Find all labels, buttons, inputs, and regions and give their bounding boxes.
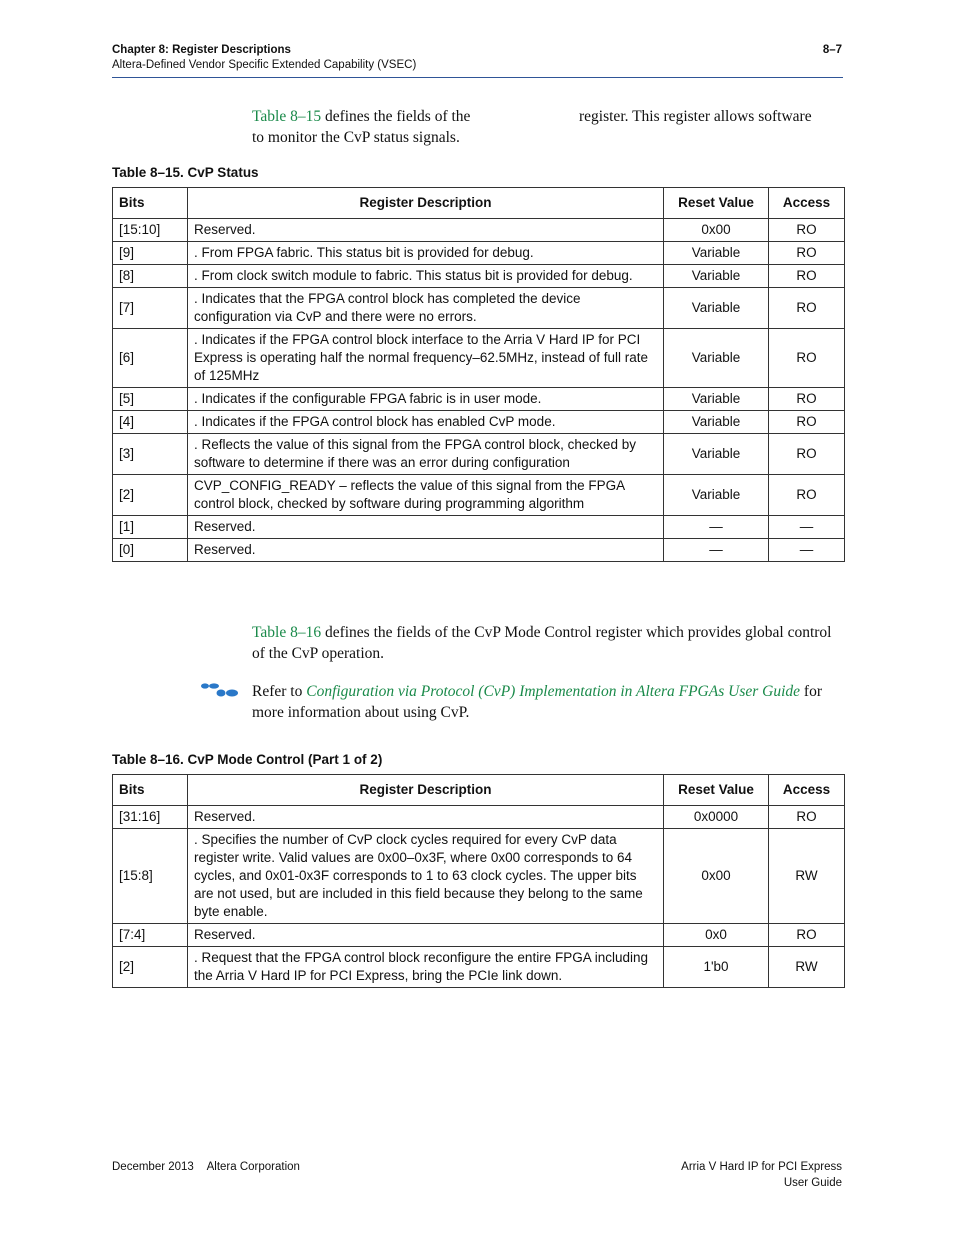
- intro-text-c: to monitor the CvP status signals.: [252, 129, 460, 146]
- note-prefix: Refer to: [252, 683, 307, 700]
- cell-reset-value: Variable: [664, 265, 769, 288]
- cvp-mode-control-table: [112, 774, 845, 988]
- header-bits: Bits: [113, 775, 188, 806]
- cell-access: RO: [769, 219, 845, 242]
- cell-access: RO: [769, 475, 845, 516]
- footer-right: [681, 1159, 842, 1191]
- cell-bits: [15:10]: [113, 219, 188, 242]
- cell-description: . Indicates if the configurable FPGA fabric is in user mode.: [188, 388, 664, 411]
- cell-description: . Request that the FPGA control block reconfigure the entire FPGA including the Arria V Hard IP for PCI Express, bring the PCIe link down.: [188, 947, 664, 988]
- cell-bits: [9]: [113, 242, 188, 265]
- cell-reset-value: Variable: [664, 242, 769, 265]
- note-suffix-b: more information about using CvP.: [252, 704, 470, 721]
- table-row: [113, 388, 845, 411]
- table-row: [113, 806, 845, 829]
- cell-reset-value: Variable: [664, 388, 769, 411]
- chapter-title: Chapter 8: Register Descriptions: [112, 44, 291, 56]
- cvp-status-table: [112, 187, 845, 562]
- table-8-15-link[interactable]: Table 8–15: [252, 108, 322, 125]
- cell-bits: [5]: [113, 388, 188, 411]
- cell-access: RW: [769, 829, 845, 924]
- cell-description: . Indicates if the FPGA control block has enabled CvP mode.: [188, 411, 664, 434]
- cell-bits: [2]: [113, 947, 188, 988]
- cell-description: Reserved.: [188, 806, 664, 829]
- table-row: [113, 329, 845, 388]
- header-reset-value: Reset Value: [664, 188, 769, 219]
- intro-paragraph-1: [252, 106, 492, 127]
- cell-description: CVP_CONFIG_READY – reflects the value of this signal from the FPGA control block, checked by software during programming algorithm: [188, 475, 664, 516]
- cell-bits: [2]: [113, 475, 188, 516]
- hand-pointer-icon: [200, 682, 240, 698]
- page-number: 8–7: [822, 44, 842, 56]
- cell-bits: [4]: [113, 411, 188, 434]
- cell-reset-value: Variable: [664, 288, 769, 329]
- table-row: [113, 288, 845, 329]
- table-row: [113, 219, 845, 242]
- header-reset-value: Reset Value: [664, 775, 769, 806]
- cell-reset-value: Variable: [664, 434, 769, 475]
- table-row: [113, 475, 845, 516]
- table-row: [113, 539, 845, 562]
- footer-doc-type: User Guide: [783, 1177, 842, 1189]
- table-header-row: [113, 775, 845, 806]
- cell-bits: [15:8]: [113, 829, 188, 924]
- table-header-row: [113, 188, 845, 219]
- header-access: Access: [769, 775, 845, 806]
- cell-access: RO: [769, 242, 845, 265]
- footer-doc-title: Arria V Hard IP for PCI Express: [681, 1161, 842, 1173]
- cell-reset-value: —: [664, 516, 769, 539]
- cell-bits: [8]: [113, 265, 188, 288]
- header-access: Access: [769, 188, 845, 219]
- cell-access: RO: [769, 806, 845, 829]
- cell-description: Reserved.: [188, 924, 664, 947]
- cell-access: RO: [769, 265, 845, 288]
- table-row: [113, 924, 845, 947]
- cell-access: RW: [769, 947, 845, 988]
- cell-reset-value: 0x0: [664, 924, 769, 947]
- cell-access: —: [769, 539, 845, 562]
- cell-description: . Specifies the number of CvP clock cycles required for every CvP data register write. Valid values are 0x00–0x3F, where 0x00 corresponds to 64 cycles, and 0x01-0x3F corresponds to 1 to 63 clock cycles. The upper bits are not used, but are included in this field because they belong to the same byte enable.: [188, 829, 664, 924]
- intro-text-a: defines the fields of the: [321, 108, 471, 125]
- table-8-16-link[interactable]: Table 8–16: [252, 624, 322, 641]
- cell-access: RO: [769, 924, 845, 947]
- header-register-description: Register Description: [188, 188, 664, 219]
- section-title: Altera-Defined Vendor Specific Extended Capability (VSEC): [112, 59, 417, 71]
- cell-access: RO: [769, 434, 845, 475]
- header-bits: Bits: [113, 188, 188, 219]
- table-row: [113, 947, 845, 988]
- cell-bits: [31:16]: [113, 806, 188, 829]
- cell-bits: [1]: [113, 516, 188, 539]
- header-rule: [112, 77, 843, 78]
- table-row: [113, 411, 845, 434]
- table-row: [113, 242, 845, 265]
- cell-access: RO: [769, 329, 845, 388]
- table-caption-cvp-mode-control: Table 8–16. CvP Mode Control (Part 1 of 2): [112, 752, 383, 767]
- cell-description: . Indicates if the FPGA control block interface to the Arria V Hard IP for PCI Express is operating half the normal frequency–62.5MHz, instead of full rate of 125MHz: [188, 329, 664, 388]
- cell-description: Reserved.: [188, 219, 664, 242]
- cell-access: RO: [769, 411, 845, 434]
- cell-access: RO: [769, 388, 845, 411]
- table-row: [113, 434, 845, 475]
- cell-description: . From clock switch module to fabric. This status bit is provided for debug.: [188, 265, 664, 288]
- cell-reset-value: Variable: [664, 411, 769, 434]
- cell-bits: [3]: [113, 434, 188, 475]
- cell-reset-value: 1'b0: [664, 947, 769, 988]
- cell-bits: [0]: [113, 539, 188, 562]
- cell-reset-value: 0x00: [664, 829, 769, 924]
- intro-paragraph-2: [252, 622, 842, 664]
- cell-reset-value: Variable: [664, 329, 769, 388]
- footer-company: Altera Corporation: [206, 1161, 300, 1173]
- footer-left: [112, 1159, 300, 1175]
- cell-bits: [7:4]: [113, 924, 188, 947]
- table-row: [113, 516, 845, 539]
- cell-description: . Reflects the value of this signal from the FPGA control block, checked by software to determine if there was an error during configuration: [188, 434, 664, 475]
- note-suffix-a: for: [800, 683, 822, 700]
- cell-reset-value: 0x0000: [664, 806, 769, 829]
- cvp-user-guide-link[interactable]: Configuration via Protocol (CvP) Implementation in Altera FPGAs User Guide: [306, 683, 801, 700]
- cell-description: . From FPGA fabric. This status bit is provided for debug.: [188, 242, 664, 265]
- table-row: [113, 265, 845, 288]
- cell-access: RO: [769, 288, 845, 329]
- cell-description: . Indicates that the FPGA control block has completed the device configuration via CvP and there were no errors.: [188, 288, 664, 329]
- cell-description: Reserved.: [188, 539, 664, 562]
- table-caption-cvp-status: Table 8–15. CvP Status: [112, 165, 259, 180]
- intro2-text: defines the fields of the CvP Mode Control register which provides global control of the CvP operation.: [252, 624, 832, 662]
- cell-reset-value: —: [664, 539, 769, 562]
- footer-date: December 2013: [112, 1161, 194, 1173]
- cell-reset-value: Variable: [664, 475, 769, 516]
- note-paragraph: [252, 681, 842, 723]
- table-row: [113, 829, 845, 924]
- cell-access: —: [769, 516, 845, 539]
- cell-reset-value: 0x00: [664, 219, 769, 242]
- header-register-description: Register Description: [188, 775, 664, 806]
- cell-bits: [7]: [113, 288, 188, 329]
- cell-bits: [6]: [113, 329, 188, 388]
- intro-text-b: register. This register allows software: [579, 108, 812, 125]
- cell-description: Reserved.: [188, 516, 664, 539]
